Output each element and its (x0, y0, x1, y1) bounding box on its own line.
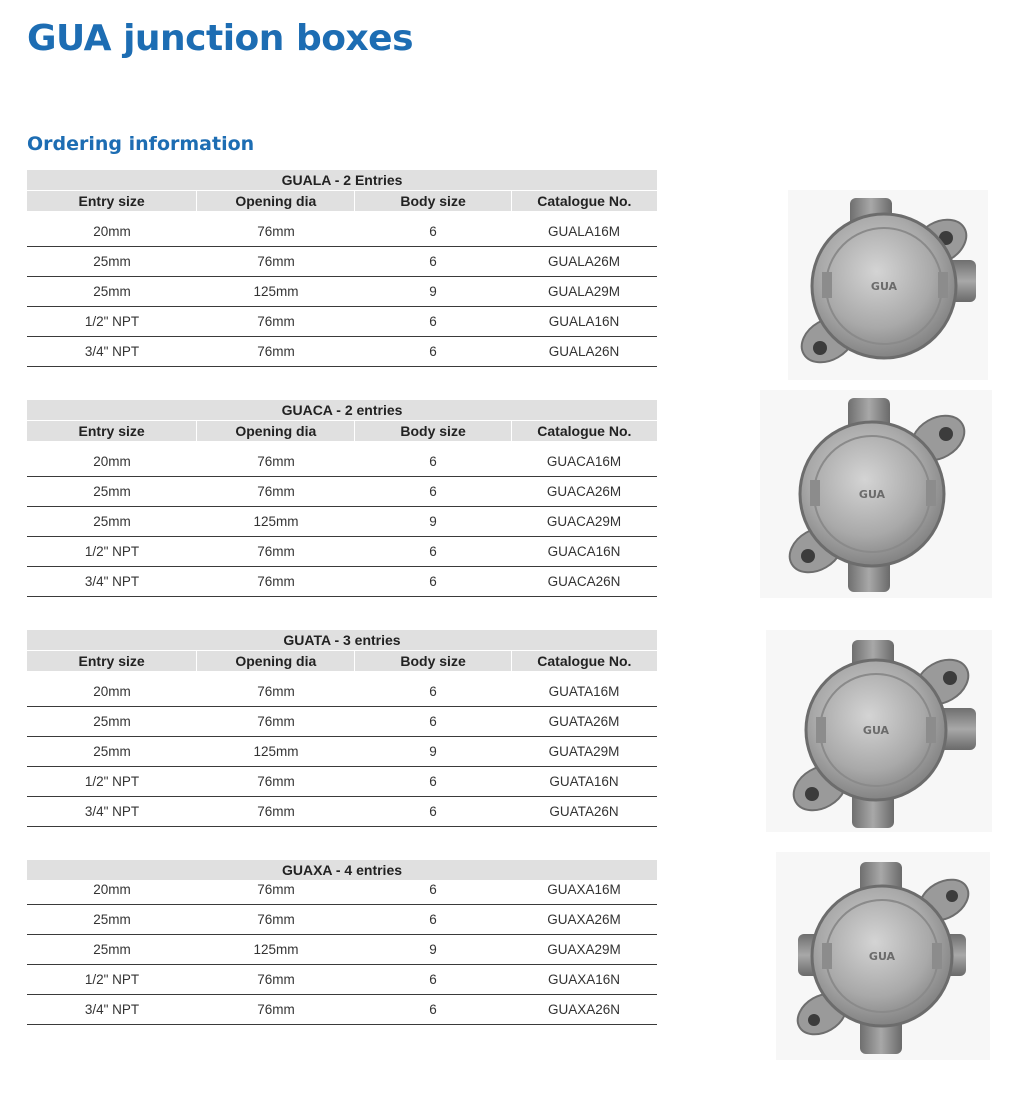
cell-entry-size: 20mm (93, 454, 131, 469)
cell-catalogue-no: GUAXA16M (547, 882, 621, 897)
cell-opening-dia: 76mm (257, 254, 295, 269)
product-image-guata (766, 630, 992, 832)
cell-opening-dia: 125mm (253, 942, 299, 957)
cell-opening-dia: 76mm (257, 684, 295, 699)
cell-catalogue-no: GUACA16M (546, 454, 622, 469)
cell-catalogue-no: GUAXA26M (547, 912, 621, 927)
col-opening-dia: Opening dia (197, 421, 355, 441)
table-row (27, 507, 657, 537)
table-title: GUACA - 2 entries (27, 400, 657, 420)
table-guaca (27, 400, 657, 597)
col-body-size: Body size (355, 421, 511, 441)
section-title: Ordering information (27, 133, 255, 155)
cell-body-size: 9 (429, 514, 437, 529)
col-body-size: Body size (355, 191, 511, 211)
cell-entry-size: 20mm (93, 684, 131, 699)
cell-opening-dia: 76mm (257, 344, 295, 359)
table-guata (27, 630, 657, 827)
table-row (27, 880, 657, 905)
table-row (27, 337, 657, 367)
col-entry-size: Entry size (27, 651, 197, 671)
cell-body-size: 6 (429, 714, 437, 729)
table-row (27, 307, 657, 337)
cell-catalogue-no: GUACA26M (546, 484, 622, 499)
table-row (27, 247, 657, 277)
cell-opening-dia: 76mm (257, 484, 295, 499)
cell-catalogue-no: GUALA26M (547, 254, 621, 269)
cell-body-size: 9 (429, 942, 437, 957)
cell-opening-dia: 76mm (257, 314, 295, 329)
cell-catalogue-no: GUALA16N (548, 314, 620, 329)
cell-opening-dia: 125mm (253, 514, 299, 529)
cell-body-size: 6 (429, 224, 437, 239)
cell-body-size: 9 (429, 284, 437, 299)
table-guala (27, 170, 657, 367)
cell-opening-dia: 125mm (253, 284, 299, 299)
table-row (27, 537, 657, 567)
table-header (27, 420, 657, 441)
cell-opening-dia: 76mm (257, 454, 295, 469)
cell-catalogue-no: GUATA16M (548, 684, 620, 699)
cell-body-size: 6 (429, 544, 437, 559)
cell-body-size: 6 (429, 882, 437, 897)
cell-entry-size: 25mm (93, 912, 131, 927)
table-row (27, 277, 657, 307)
table-title: GUAXA - 4 entries (27, 860, 657, 880)
cell-entry-size: 3/4" NPT (84, 574, 140, 589)
cell-entry-size: 1/2" NPT (84, 774, 140, 789)
col-entry-size: Entry size (27, 421, 197, 441)
cell-opening-dia: 76mm (257, 574, 295, 589)
cell-opening-dia: 76mm (257, 882, 295, 897)
cell-entry-size: 25mm (93, 484, 131, 499)
cell-catalogue-no: GUATA26M (548, 714, 620, 729)
table-row (27, 767, 657, 797)
cell-opening-dia: 76mm (257, 972, 295, 987)
table-row (27, 477, 657, 507)
cell-catalogue-no: GUAXA29M (547, 942, 621, 957)
cell-body-size: 6 (429, 684, 437, 699)
col-catalogue-no: Catalogue No. (537, 423, 632, 439)
cell-catalogue-no: GUACA16N (547, 544, 621, 559)
cell-catalogue-no: GUAXA26N (547, 1002, 621, 1017)
svg-text:GUA: GUA (862, 724, 890, 737)
cell-body-size: 6 (429, 314, 437, 329)
cell-entry-size: 1/2" NPT (84, 314, 140, 329)
svg-text:GUA: GUA (870, 280, 898, 293)
table-row (27, 677, 657, 707)
cell-entry-size: 20mm (93, 882, 131, 897)
cell-body-size: 6 (429, 454, 437, 469)
cell-catalogue-no: GUALA29M (547, 284, 621, 299)
cell-opening-dia: 76mm (257, 714, 295, 729)
col-catalogue-no: Catalogue No. (537, 653, 632, 669)
cell-entry-size: 25mm (93, 942, 131, 957)
cell-body-size: 6 (429, 912, 437, 927)
cell-opening-dia: 76mm (257, 912, 295, 927)
table-row (27, 797, 657, 827)
cell-entry-size: 1/2" NPT (84, 544, 140, 559)
table-header (27, 190, 657, 211)
table-row (27, 567, 657, 597)
cell-entry-size: 3/4" NPT (84, 804, 140, 819)
cell-entry-size: 25mm (93, 744, 131, 759)
cell-body-size: 6 (429, 774, 437, 789)
cell-body-size: 6 (429, 484, 437, 499)
cell-catalogue-no: GUATA29M (548, 744, 620, 759)
cell-catalogue-no: GUATA16N (549, 774, 619, 789)
col-opening-dia: Opening dia (197, 651, 355, 671)
col-body-size: Body size (355, 651, 511, 671)
table-title: GUATA - 3 entries (27, 630, 657, 650)
cell-body-size: 6 (429, 1002, 437, 1017)
table-row (27, 217, 657, 247)
table-row (27, 995, 657, 1025)
col-entry-size: Entry size (27, 191, 197, 211)
cell-opening-dia: 76mm (257, 544, 295, 559)
table-row (27, 707, 657, 737)
cell-catalogue-no: GUALA16M (547, 224, 621, 239)
cell-opening-dia: 76mm (257, 774, 295, 789)
product-image-guaxa (776, 852, 990, 1060)
product-image-guaca (760, 390, 992, 598)
cell-entry-size: 3/4" NPT (84, 1002, 140, 1017)
cell-body-size: 6 (429, 344, 437, 359)
cell-catalogue-no: GUACA26N (547, 574, 621, 589)
svg-text:GUA: GUA (868, 950, 896, 963)
cell-catalogue-no: GUATA26N (549, 804, 619, 819)
cell-entry-size: 25mm (93, 284, 131, 299)
svg-text:GUA: GUA (858, 488, 886, 501)
cell-opening-dia: 76mm (257, 1002, 295, 1017)
cell-entry-size: 3/4" NPT (84, 344, 140, 359)
cell-body-size: 6 (429, 254, 437, 269)
page-title: GUA junction boxes (27, 18, 414, 59)
table-header (27, 650, 657, 671)
product-image-guala (788, 190, 988, 380)
table-row (27, 965, 657, 995)
table-row (27, 905, 657, 935)
cell-opening-dia: 76mm (257, 224, 295, 239)
table-row (27, 935, 657, 965)
table-guaxa (27, 860, 657, 1025)
cell-entry-size: 20mm (93, 224, 131, 239)
table-row (27, 447, 657, 477)
table-title: GUALA - 2 Entries (27, 170, 657, 190)
cell-catalogue-no: GUALA26N (548, 344, 620, 359)
cell-entry-size: 25mm (93, 514, 131, 529)
table-row (27, 737, 657, 767)
cell-opening-dia: 76mm (257, 804, 295, 819)
cell-entry-size: 25mm (93, 254, 131, 269)
col-catalogue-no: Catalogue No. (537, 193, 632, 209)
cell-body-size: 6 (429, 574, 437, 589)
cell-body-size: 6 (429, 972, 437, 987)
cell-body-size: 9 (429, 744, 437, 759)
cell-entry-size: 25mm (93, 714, 131, 729)
cell-entry-size: 1/2" NPT (84, 972, 140, 987)
cell-catalogue-no: GUACA29M (546, 514, 622, 529)
cell-catalogue-no: GUAXA16N (547, 972, 621, 987)
cell-body-size: 6 (429, 804, 437, 819)
cell-opening-dia: 125mm (253, 744, 299, 759)
col-opening-dia: Opening dia (197, 191, 355, 211)
